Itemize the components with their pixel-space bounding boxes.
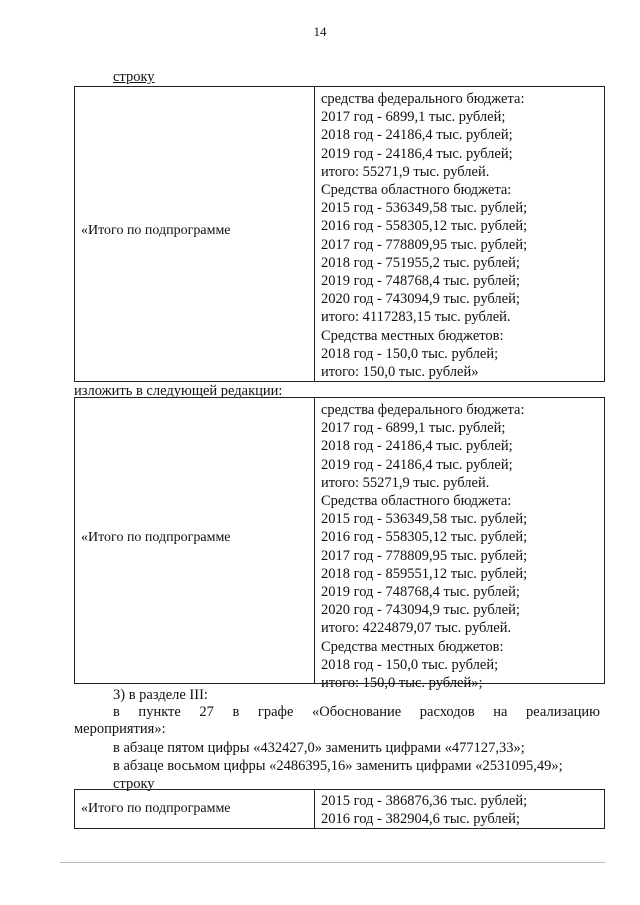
budget-line: 2019 год - 748768,4 тыс. рублей; [321, 273, 520, 290]
paragraph-line-2: мероприятия»: [74, 721, 166, 737]
budget-line: средства федерального бюджета: [321, 91, 525, 107]
budget-line: 2018 год - 859551,12 тыс. рублей; [321, 565, 528, 582]
stroku-text: строку [113, 776, 155, 792]
subprogram-total-label: «Итого по подпрограмме [81, 223, 231, 238]
budget-line: итого: 4224879,07 тыс. рублей. [321, 620, 512, 637]
budget-line: 2016 год - 382904,6 тыс. рублей; [321, 811, 520, 828]
budget-line: 2019 год - 24186,4 тыс. рублей; [321, 145, 513, 162]
budget-line: итого: 150,0 тыс. рублей»; [321, 675, 483, 692]
budget-line: 2017 год - 6899,1 тыс. рублей; [321, 109, 506, 126]
budget-line: Средства областного бюджета: [321, 493, 512, 510]
budget-line: 2018 год - 24186,4 тыс. рублей; [321, 127, 513, 144]
budget-line: средства федерального бюджета: [321, 402, 525, 418]
table-new-right-cell [315, 398, 604, 692]
table-original-right-cell [315, 87, 604, 381]
abzac-5-text: в абзаце пятом цифры «432427,0» заменить цифрами «477127,33»; [113, 740, 525, 756]
abzac-8-text: в абзаце восьмом цифры «2486395,16» заменить цифрами «2531095,49»; [113, 758, 563, 774]
budget-line: итого: 4117283,15 тыс. рублей. [321, 309, 511, 326]
budget-line: итого: 55271,9 тыс. рублей. [321, 474, 490, 491]
budget-line: итого: 150,0 тыс. рублей» [321, 364, 479, 381]
table-new [74, 397, 605, 692]
bottom-divider [60, 862, 605, 863]
table-new-left-cell [75, 398, 315, 683]
budget-line: 2016 год - 558305,12 тыс. рублей; [321, 529, 528, 546]
budget-line: 2015 год - 536349,58 тыс. рублей; [321, 511, 528, 528]
budget-line: 2015 год - 536349,58 тыс. рублей; [321, 200, 528, 217]
budget-line: 2018 год - 150,0 тыс. рублей; [321, 656, 499, 673]
subprogram-total-label: «Итого по подпрограмме [81, 801, 231, 816]
budget-line: 2018 год - 751955,2 тыс. рублей; [321, 254, 520, 271]
page-number: 14 [313, 24, 327, 39]
budget-line: 2018 год - 24186,4 тыс. рублей; [321, 438, 513, 455]
budget-line: 2020 год - 743094,9 тыс. рублей; [321, 291, 520, 308]
izlozhit-text: изложить в следующей редакции: [74, 383, 283, 399]
table-subprogram-2-right-cell [315, 790, 604, 828]
budget-line: Средства областного бюджета: [321, 182, 512, 199]
budget-line: 2016 год - 558305,12 тыс. рублей; [321, 218, 528, 235]
budget-line: 2017 год - 778809,95 тыс. рублей; [321, 547, 528, 564]
budget-line: 2015 год - 386876,36 тыс. рублей; [321, 793, 528, 809]
budget-line: 2018 год - 150,0 тыс. рублей; [321, 345, 499, 362]
intro-stroku: строку [113, 69, 155, 85]
table-subprogram-2 [74, 789, 605, 829]
subprogram-total-label: «Итого по подпрограмме [81, 530, 231, 545]
paragraph-line-1: в пункте 27 в графе «Обоснование расходов на реализацию [113, 704, 600, 720]
budget-line: 2020 год - 743094,9 тыс. рублей; [321, 602, 520, 619]
budget-line: 2019 год - 24186,4 тыс. рублей; [321, 456, 513, 473]
section-3-heading: 3) в разделе III: [113, 687, 208, 703]
budget-line: Средства местных бюджетов: [321, 327, 504, 344]
table-subprogram-2-left-cell [75, 790, 315, 828]
table-original [74, 86, 605, 382]
budget-line: 2017 год - 6899,1 тыс. рублей; [321, 420, 506, 437]
budget-line: итого: 55271,9 тыс. рублей. [321, 163, 490, 180]
budget-line: Средства местных бюджетов: [321, 638, 504, 655]
budget-line: 2017 год - 778809,95 тыс. рублей; [321, 236, 528, 253]
budget-line: 2019 год - 748768,4 тыс. рублей; [321, 584, 520, 601]
table-original-left-cell [75, 87, 315, 381]
